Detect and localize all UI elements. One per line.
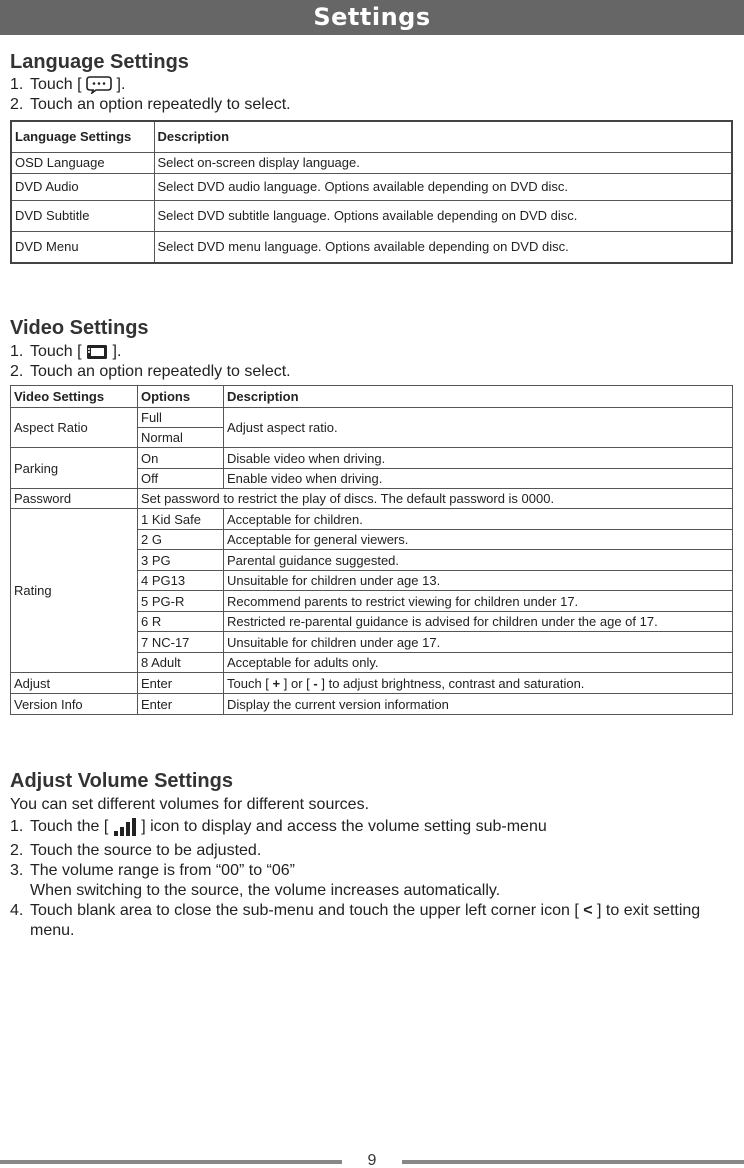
table-header-cell: Options [138,386,224,408]
table-cell: Touch [ + ] or [ - ] to adjust brightness, contrast and saturation. [224,673,733,694]
table-cell: 4 PG13 [138,571,224,591]
table-header-row [11,386,733,408]
table-row [11,673,733,694]
video-settings-table [10,385,733,715]
table-cell: Acceptable for adults only. [224,653,733,673]
table-cell: 1 Kid Safe [138,509,224,530]
table-cell: Normal [138,428,224,448]
table-row [11,448,733,469]
table-cell: Unsuitable for children under age 13. [224,571,733,591]
language-step-1: 1. Touch [ ]. [10,76,126,93]
table-cell: Recommend parents to restrict viewing for children under 17. [224,591,733,612]
table-cell: Set password to restrict the play of discs. The default password is 0000. [138,489,733,509]
table-row [11,489,733,509]
table-cell: Full [138,408,224,428]
table-cell: Adjust aspect ratio. [224,408,733,448]
table-cell: Acceptable for general viewers. [224,530,733,550]
volume-step-4-cont: menu. [30,922,75,939]
table-cell: Parking [11,448,138,489]
table-cell: Password [11,489,138,509]
table-cell: On [138,448,224,469]
video-section-title: Video Settings [10,317,149,339]
volume-step-3: 3. The volume range is from “00” to “06” [10,862,295,879]
table-row [11,231,732,263]
plus-icon: + [272,675,281,691]
banner-title: Settings [313,3,431,31]
table-header-cell: Video Settings [11,386,138,408]
table-cell: 8 Adult [138,653,224,673]
table-cell: Acceptable for children. [224,509,733,530]
volume-bars-icon [113,817,137,837]
table-cell: DVD Audio [11,173,154,200]
table-cell: Select DVD audio language. Options available depending on DVD disc. [154,173,732,200]
volume-step-3-note: When switching to the source, the volume increases automatically. [30,882,501,899]
table-header-cell: Description [154,121,732,152]
footer-rule-left [0,1160,342,1164]
page-number: 9 [367,1152,377,1168]
table-row [11,694,733,715]
screen-icon [86,344,108,360]
table-cell: OSD Language [11,152,154,173]
table-cell: Enable video when driving. [224,469,733,489]
table-cell: Version Info [11,694,138,715]
speech-bubble-icon [86,76,112,94]
table-cell: Aspect Ratio [11,408,138,448]
volume-step-2: 2. Touch the source to be adjusted. [10,842,262,859]
table-cell: DVD Subtitle [11,200,154,231]
table-cell: Select DVD subtitle language. Options available depending on DVD disc. [154,200,732,231]
table-row [11,509,733,530]
table-row [11,408,733,428]
table-cell: Select on-screen display language. [154,152,732,173]
table-cell: Unsuitable for children under age 17. [224,632,733,653]
table-row [11,200,732,231]
table-cell: Enter [138,694,224,715]
video-step-1: 1. Touch [ ]. [10,343,122,360]
table-cell: Restricted re-parental guidance is advised for children under the age of 17. [224,612,733,632]
table-row [11,173,732,200]
table-header-cell: Description [224,386,733,408]
page-banner [0,0,744,35]
minus-icon: - [313,675,318,691]
table-cell: Display the current version information [224,694,733,715]
back-chevron-icon: < [583,902,593,919]
table-cell: Off [138,469,224,489]
table-cell: 7 NC-17 [138,632,224,653]
language-step-2: 2. Touch an option repeatedly to select. [10,96,291,113]
table-header-cell: Language Settings [11,121,154,152]
table-cell: Enter [138,673,224,694]
volume-step-1: 1. Touch the [ ] icon to display and access the volume setting sub-menu [10,818,547,836]
table-cell: Disable video when driving. [224,448,733,469]
volume-step-4: 4. Touch blank area to close the sub-menu and touch the upper left corner icon [ < ] to exit setting [10,902,701,919]
video-step-2: 2. Touch an option repeatedly to select. [10,363,291,380]
table-cell: Adjust [11,673,138,694]
table-cell: DVD Menu [11,231,154,263]
table-row [11,152,732,173]
footer-rule-right [402,1160,744,1164]
language-settings-table [10,120,733,264]
table-header-row [11,121,732,152]
language-section-title: Language Settings [10,51,189,73]
table-cell: Parental guidance suggested. [224,550,733,571]
table-cell: 2 G [138,530,224,550]
volume-intro: You can set different volumes for different sources. [10,796,370,813]
table-cell: 3 PG [138,550,224,571]
table-cell: Rating [11,509,138,673]
table-cell: 5 PG-R [138,591,224,612]
table-cell: Select DVD menu language. Options available depending on DVD disc. [154,231,732,263]
table-cell: 6 R [138,612,224,632]
volume-section-title: Adjust Volume Settings [10,770,233,792]
